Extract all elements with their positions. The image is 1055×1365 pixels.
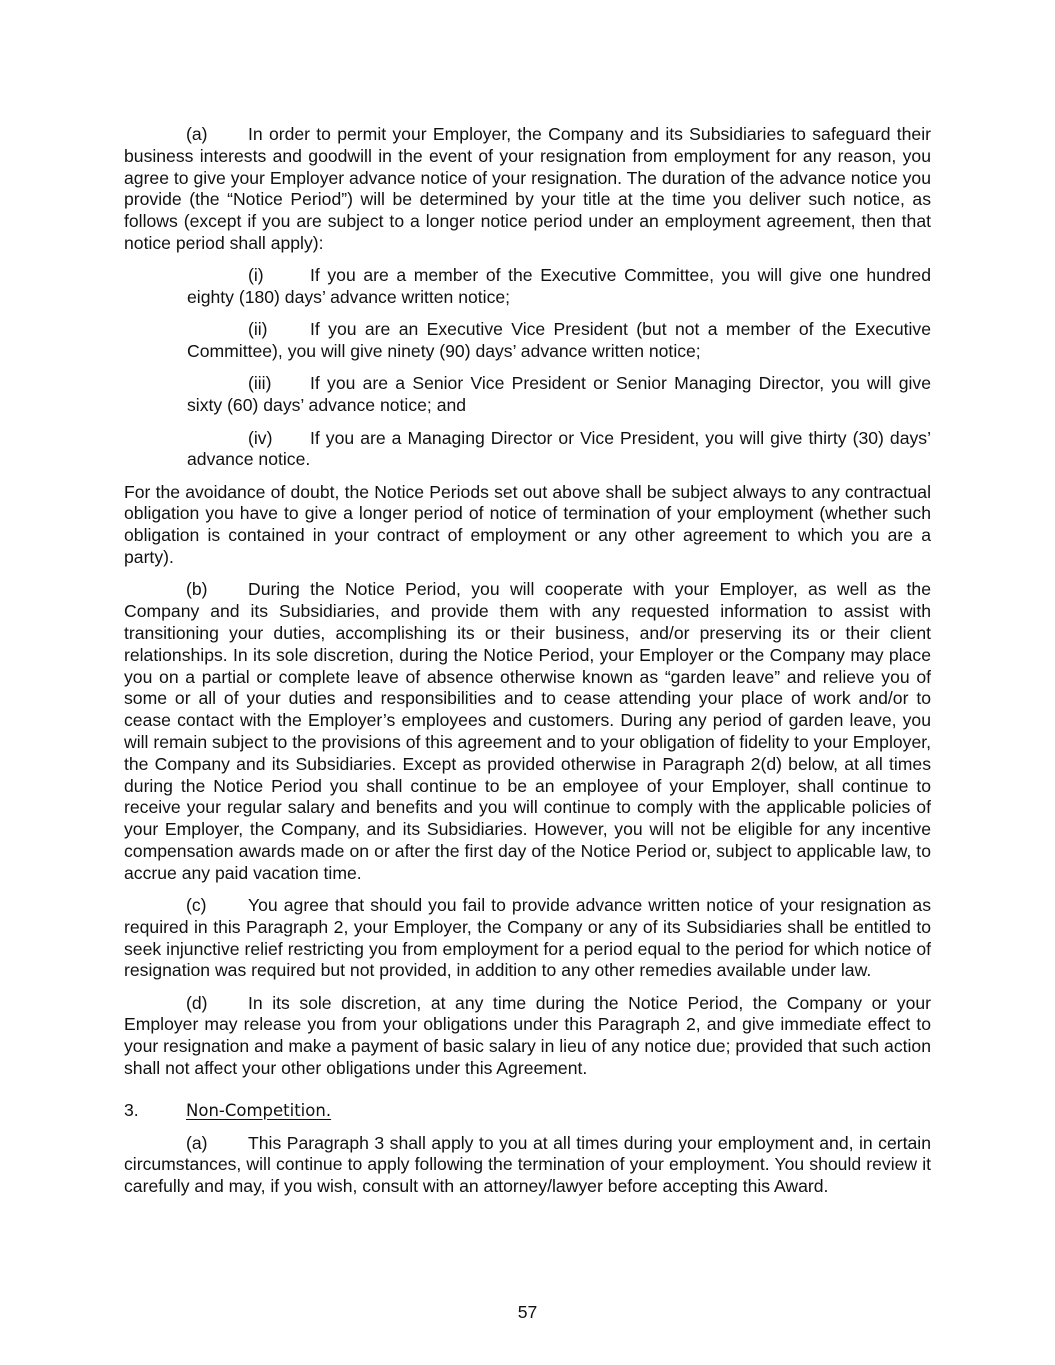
subitem-text: If you are a Senior Vice President or Senior Managing Director, you will give sixty (60) days’ advance notice; and [187,373,931,416]
subitem-label: (i) [248,265,264,286]
section-title: Non-Competition. [186,1100,332,1120]
section-3-paragraph-a [124,1133,931,1198]
subitem-iii [187,373,931,417]
paragraph-text: You agree that should you fail to provide advance written notice of your resignation as required in this Paragraph 2, your Employer, the Company or any of its Subsidiaries shall be entitled to seek injunctive relief restricting you from employment for a period equal to the period for which notice of resignation was required but not provided, in addition to any other remedies available under law. [124,895,931,981]
document-page [124,124,931,1209]
paragraph-text: During the Notice Period, you will cooperate with your Employer, as well as the Company and its Subsidiaries, and provide them with any requested information to assist with transitioning your duties, accomplishing its or their business, and/or preserving its or their client relationships. In its sole discretion, during the Notice Period, your Employer or the Company may place you on a partial or complete leave of absence otherwise known as “garden leave” and relieve you of some or all of your duties and responsibilities and to cease attending your place of work and/or to cease contact with the Employer’s employees and customers. During any period of garden leave, you will remain subject to the provisions of this agreement and to your obligation of fidelity to your Employer, the Company and its Subsidiaries. Except as provided otherwise in Paragraph 2(d) below, at all times during the Notice Period you shall continue to be an employee of your Employer, shall continue to receive your regular salary and benefits and you will continue to comply with the applicable policies of your Employer, the Company, and its Subsidiaries. However, you will not be eligible for any incentive compensation awards made on or after the first day of the Notice Period or, subject to applicable law, to accrue any paid vacation time. [124,579,931,883]
paragraph-d [124,993,931,1080]
paragraph-a [124,124,931,255]
section-3-heading [124,1100,931,1122]
subitem-text: If you are a member of the Executive Committee, you will give one hundred eighty (180) days’ advance written notice; [187,265,931,308]
subitem-iv [187,428,931,472]
paragraph-label: (b) [186,579,208,600]
paragraph-label: (a) [186,124,208,144]
subitem-text: If you are an Executive Vice President (but not a member of the Executive Committee), you will give ninety (90) days’ advance written notice; [187,319,931,362]
paragraph-label: (c) [186,895,207,915]
avoidance-of-doubt-paragraph: For the avoidance of doubt, the Notice Periods set out above shall be subject always to any contractual obligation you have to give a longer period of notice of termination of your employment (whether such obligation is contained in your contract of employment or any other agreement to which you are a party). [124,481,931,568]
paragraph-b [124,579,931,884]
page-number: 57 [517,1302,538,1322]
subitem-i [187,265,931,309]
paragraph-label: (a) [186,1132,208,1153]
paragraph-c [124,895,931,982]
subitem-ii [187,319,931,363]
subitem-label: (ii) [248,319,268,340]
paragraph-text: In order to permit your Employer, the Company and its Subsidiaries to safeguard their business interests and goodwill in the event of your resignation from employment for any reason, you agree to give your Employer advance notice of your resignation. The duration of the advance notice you provide (the “Notice Period”) will be determined by your title at the time you deliver such notice, as follows (except if you are subject to a longer notice period under an employment agreement, then that notice period shall apply): [124,124,931,253]
paragraph-label: (d) [186,992,208,1013]
paragraph-text: In its sole discretion, at any time during the Notice Period, the Company or your Employer may release you from your obligations under this Paragraph 2, and give immediate effect to your resignation and make a payment of basic salary in lieu of any notice due; provided that such action shall not affect your other obligations under this Agreement. [124,992,931,1079]
paragraph-text: This Paragraph 3 shall apply to you at all times during your employment and, in certain circumstances, will continue to apply following the termination of your employment. You should review it carefully and may, if you wish, consult with an attorney/lawyer before accepting this Award. [124,1132,931,1197]
subitem-text: If you are a Managing Director or Vice President, you will give thirty (30) days’ advance notice. [187,427,931,470]
section-number: 3. [124,1099,139,1120]
subitem-label: (iii) [248,373,272,394]
subitem-label: (iv) [248,427,273,448]
